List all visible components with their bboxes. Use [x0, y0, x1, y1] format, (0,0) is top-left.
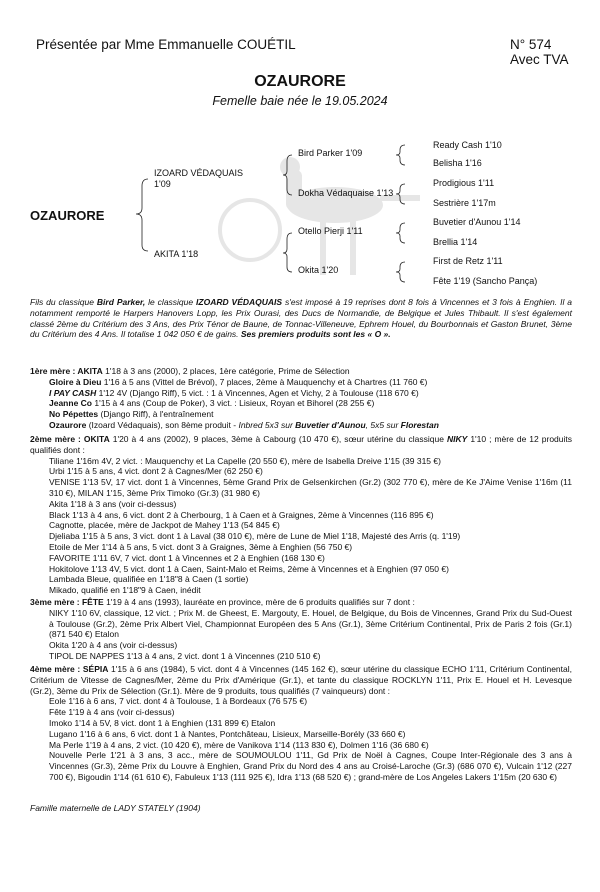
- lot-number: N° 574: [510, 37, 552, 52]
- horse-name: OZAURORE: [254, 73, 346, 90]
- pedigree-ssd: Belisha 1'16: [433, 158, 482, 168]
- pedigree-sdd: Sestrière 1'17m: [433, 198, 496, 208]
- pedigree-dss: Buvetier d'Aunou 1'14: [433, 217, 521, 227]
- pedigree-dds: First de Retz 1'11: [433, 256, 503, 266]
- horse-subtitle: Femelle baie née le 19.05.2024: [212, 94, 388, 108]
- pedigree-subject: OZAURORE: [30, 208, 105, 223]
- first-dam-section: 1ère mère : AKITA 1'18 à 3 ans (2000), 2 places, 1ère catégorie, Prime de Sélection Gloire à Dieu 1'16 à 5 ans (Vittel de Brévol), 7 places, 2ème à Mauquenchy et à Chartres (11 760 €) I PAY CASH 1'12 4V (Django Riff), 5 vict. : 1 à Vincennes, Agen et Vichy, 2 à Toulouse (118 670 €) Jeanne Co 1'15 à 4 ans (Coup de Poker), 3 vict. : Lisieux, Royan et Bihorel (28 255 €) No Pépettes (Django Riff), à l'entraînement Ozaurore (Izoard Védaquais), son 8ème produit - Inbred 5x3 sur Buvetier d'Aunou, 5x5 sur Florestan: [30, 366, 439, 430]
- pedigree-sss: Ready Cash 1'10: [433, 140, 502, 150]
- presenter-line: Présentée par Mme Emmanuelle COUÉTIL: [36, 37, 296, 52]
- pedigree-ddd: Fête 1'19 (Sancho Pança): [433, 276, 538, 286]
- pedigree-ds: Otello Pierji 1'11: [298, 226, 363, 236]
- trotter-watermark-icon: [220, 157, 420, 275]
- pedigree-sire: IZOARD VÉDAQUAIS 1'09: [154, 168, 244, 189]
- pedigree-sd: Dokha Védaquaise 1'13: [298, 188, 394, 198]
- maternal-family-footer: Famille maternelle de LADY STATELY (1904): [30, 803, 201, 813]
- pedigree-ss: Bird Parker 1'09: [298, 148, 363, 158]
- pedigree-sds: Prodigious 1'11: [433, 178, 495, 188]
- pedigree-dd: Okita 1'20: [298, 265, 339, 275]
- pedigree-dam: AKITA 1'18: [154, 249, 199, 259]
- fourth-dam-section: 4ème mère : SÉPIA 1'15 à 6 ans (1984), 5 vict. dont 4 à Vincennes (145 162 €), sœur utérine du classique ECHO 1'11, Critérium Continental, Critérium de Vitesse de Cagnes/Mer, 2ème du Prix d'Amérique (Gr.1), et tante du classique ROCKLYN 1'11, Prix E. Houel et H. Levesque (Gr.2), 3ème du Prix de Sélection (Gr.1). Mère de 9 produits, tous qualifiés (7 vainqueurs) dont : Eole 1'16 à 6 ans, 7 vict. dont 4 à Toulouse, 1 à Bordeaux (76 575 €) Fête 1'19 à 4 ans (voir ci-dessus) Imoko 1'14 à 5V, 8 vict. dont 1 à Enghien (131 899 €) Etalon Lugano 1'16 à 6 ans, 6 vict. dont 1 à Nantes, Pontchâteau, Lisieux, Marseille-Borély (33 660 €) Ma Perle 1'19 à 4 ans, 2 vict. (10 420 €), mère de Vanikova 1'14 (113 830 €), Dolmen 1'16 (36 680 €) Nouvelle Perle 1'21 à 3 ans, 3 acc., mère de SOUMOULOU 1'11, Gd Prix de Noël à Cagnes, Coupe Inter-Régionale des 3 ans à Vincennes (Gr.3), 2ème Prix du Louvre à Enghien, Grand Prix du Nord des 4 ans au Croisé-Laroche (Gr.3) (686 070 €), Vulcain 1'12 (227 700 €), Bigoudin 1'14 (61 610 €), Fabuleux 1'13 (111 925 €), Idra 1'13 (68 520 €) ; grand-mère de Los Angeles Lakers 1'15m (20 630 €): [30, 664, 573, 782]
- second-dam-section: 2ème mère : OKITA 1'20 à 4 ans (2002), 9 places, 3ème à Cabourg (10 470 €), sœur utérine du classique NIKY 1'10 ; mère de 12 produits qualifiés dont : Tiliane 1'16m 4V, 2 vict. : Mauquenchy et La Capelle (20 550 €), mère de Isabella Dreive 1'15 (39 315 €) Urbi 1'15 à 5 ans, 4 vict. dont 2 à Cagnes/Mer (62 250 €) VENISE 1'13 5V, 17 vict. dont 1 à Vincennes, 5ème Grand Prix de Gelsenkirchen (Gr.2) (302 770 €), mère de Ke J'Aime Venise 1'16m (11 310 €), MILAN 1'15, 3ème Prix Timoko (Gr.3) (31 980 €) Akita 1'18 à 3 ans (voir ci-dessus) Black 1'13 à 4 ans, 6 vict. dont 2 à Cherbourg, 1 à Caen et à Graignes, 2ème à Vincennes (116 895 €) Cagnotte, placée, mère de Jackpot de Mahey 1'13 (54 845 €) Djeliaba 1'15 à 5 ans, 3 vict. dont 1 à Laval (38 010 €), mère de Lune de Miel 1'18, Majesté des Arris (q. 1'19) Etoile de Mer 1'14 à 5 ans, 5 vict. dont 3 à Graignes, 3ème à Enghien (56 750 €) FAVORITE 1'11 6V, 7 vict. dont 1 à Vincennes et 2 à Enghien (168 130 €) Hokitolove 1'13 4V, 5 vict. dont 1 à Caen, Saint-Malo et Reims, 2ème à Vincennes et à Enghien (97 050 €) Lambada Bleue, qualifiée en 1'18"8 à Caen (1 sortie) Mikado, qualifié en 1'18"9 à Caen, inédit: [30, 434, 572, 596]
- sire-description: Fils du classique Bird Parker, le classique IZOARD VÉDAQUAIS s'est imposé à 19 reprises dont 8 fois à Vincennes et 3 fois à Enghien. Il a notamment remporté le Harpers Hanovers Lopp, les Prix Ourasi, des Ducs de Normandie, de Belgique et Jules Thibault. Il s'est également classé 2ème du Critérium des 3 Ans, des Prix Ténor de Baune, de Tonnac-Villeneuve, Ephrem Houel, du Bourbonnais et Gaston Brunet, 3ème du Critérium des 4 Ans. Il totalise 1 042 050 € de gains. Ses premiers produits sont les « O ».: [30, 297, 572, 340]
- pedigree-dsd: Brellia 1'14: [433, 237, 478, 247]
- third-dam-section: 3ème mère : FÊTE 1'19 à 4 ans (1993), lauréate en province, mère de 6 produits qualifiés sur 7 dont : NIKY 1'10 6V, classique, 12 vict. ; Prix M. de Gheest, E. Margouty, E. Houel, de Belgique, du Bois de Vincennes, Grand Prix du Sud-Ouest à Toulouse (Gr.2), 2ème Prix Albert Viel, Championnat Européen des 5 Ans (Gr.1), 3ème Critérium Continental, Prix de Paris 2 fois (Gr.1) (871 540 €) Etalon Okita 1'20 à 4 ans (voir ci-dessus) TIPOL DE NAPPES 1'13 à 4 ans, 2 vict. dont 1 à Vincennes (210 510 €): [30, 597, 572, 661]
- tax-label: Avec TVA: [510, 52, 569, 67]
